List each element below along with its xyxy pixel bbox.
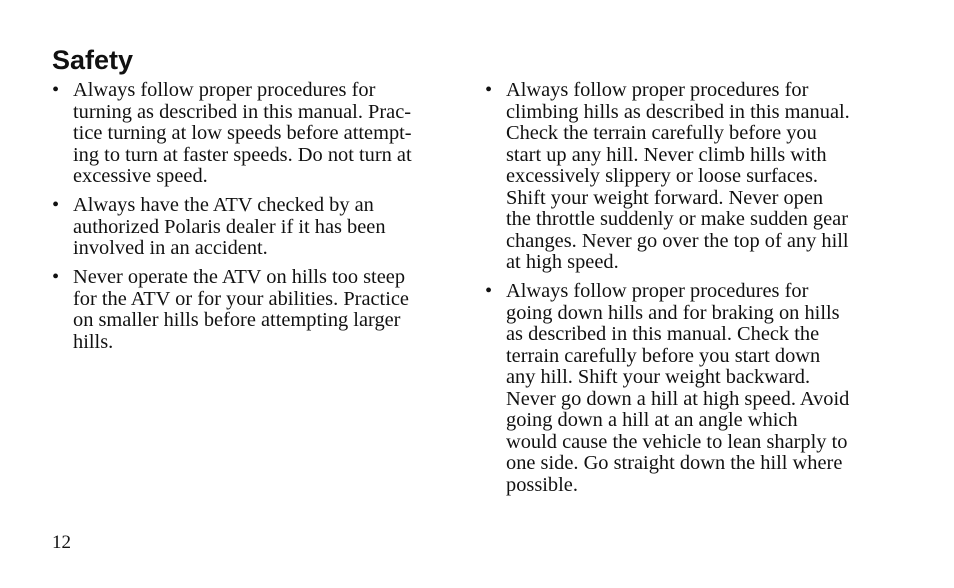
bullet-text-line: for the ATV or for your abilities. Practice bbox=[73, 287, 409, 310]
bullet-text-line: Shift your weight forward. Never open bbox=[506, 186, 824, 209]
bullet-text-line: excessive speed. bbox=[73, 165, 208, 187]
bullet-text-line: Always have the ATV checked by an bbox=[73, 194, 374, 216]
bullet-text-line: Never operate the ATV on hills too steep bbox=[73, 266, 406, 288]
bullet-text-line: the throttle suddenly or make sudden gear bbox=[506, 208, 849, 230]
bullet-item bbox=[485, 80, 885, 274]
bullet-item bbox=[52, 80, 452, 188]
bullet-marker: • bbox=[52, 194, 60, 216]
bullet-text-line: possible. bbox=[506, 473, 578, 496]
left-column-bullet-list bbox=[52, 80, 452, 361]
bullet-text-line: authorized Polaris dealer if it has been bbox=[73, 215, 386, 238]
bullet-item bbox=[485, 281, 885, 496]
bullet-text-line: going down a hill at an angle which bbox=[506, 409, 798, 431]
bullet-text-line: terrain carefully before you start down bbox=[506, 344, 821, 367]
bullet-text-line: Always follow proper procedures for bbox=[506, 280, 809, 302]
bullet-text-line: at high speed. bbox=[506, 251, 619, 273]
bullet-text-line: changes. Never go over the top of any hill bbox=[506, 229, 849, 252]
bullet-text-line: going down hills and for braking on hills bbox=[506, 301, 840, 324]
right-column-bullet-list bbox=[485, 80, 885, 504]
bullet-text-line: ing to turn at faster speeds. Do not turn at bbox=[73, 143, 412, 166]
bullet-marker: • bbox=[485, 280, 493, 302]
bullet-text-line: Always follow proper procedures for bbox=[73, 79, 376, 101]
bullet-text-line: as described in this manual. Check the bbox=[506, 323, 820, 345]
bullet-text-line: one side. Go straight down the hill where bbox=[506, 452, 843, 474]
bullet-text-line: climbing hills as described in this manual. bbox=[506, 100, 850, 123]
bullet-marker: • bbox=[485, 79, 493, 101]
bullet-text-line: on smaller hills before attempting larger bbox=[73, 309, 401, 331]
bullet-text-line: would cause the vehicle to lean sharply to bbox=[506, 430, 848, 453]
bullet-text-line: tice turning at low speeds before attempt- bbox=[73, 122, 412, 144]
bullet-text-line: excessively slippery or loose surfaces. bbox=[506, 165, 818, 187]
bullet-text-line: turning as described in this manual. Prac- bbox=[73, 100, 412, 123]
bullet-marker: • bbox=[52, 79, 60, 101]
bullet-item bbox=[52, 267, 452, 353]
bullet-text-line: hills. bbox=[73, 330, 114, 353]
page-number: 12 bbox=[52, 532, 71, 553]
page-title: Safety bbox=[52, 45, 134, 75]
bullet-text-line: Always follow proper procedures for bbox=[506, 79, 809, 101]
bullet-text-line: start up any hill. Never climb hills with bbox=[506, 143, 827, 166]
bullet-marker: • bbox=[52, 266, 60, 288]
bullet-text-line: Check the terrain carefully before you bbox=[506, 122, 817, 144]
bullet-text-line: Never go down a hill at high speed. Avoid bbox=[506, 387, 850, 410]
bullet-item bbox=[52, 195, 452, 260]
bullet-text-line: involved in an accident. bbox=[73, 237, 268, 259]
bullet-text-line: any hill. Shift your weight backward. bbox=[506, 366, 811, 388]
